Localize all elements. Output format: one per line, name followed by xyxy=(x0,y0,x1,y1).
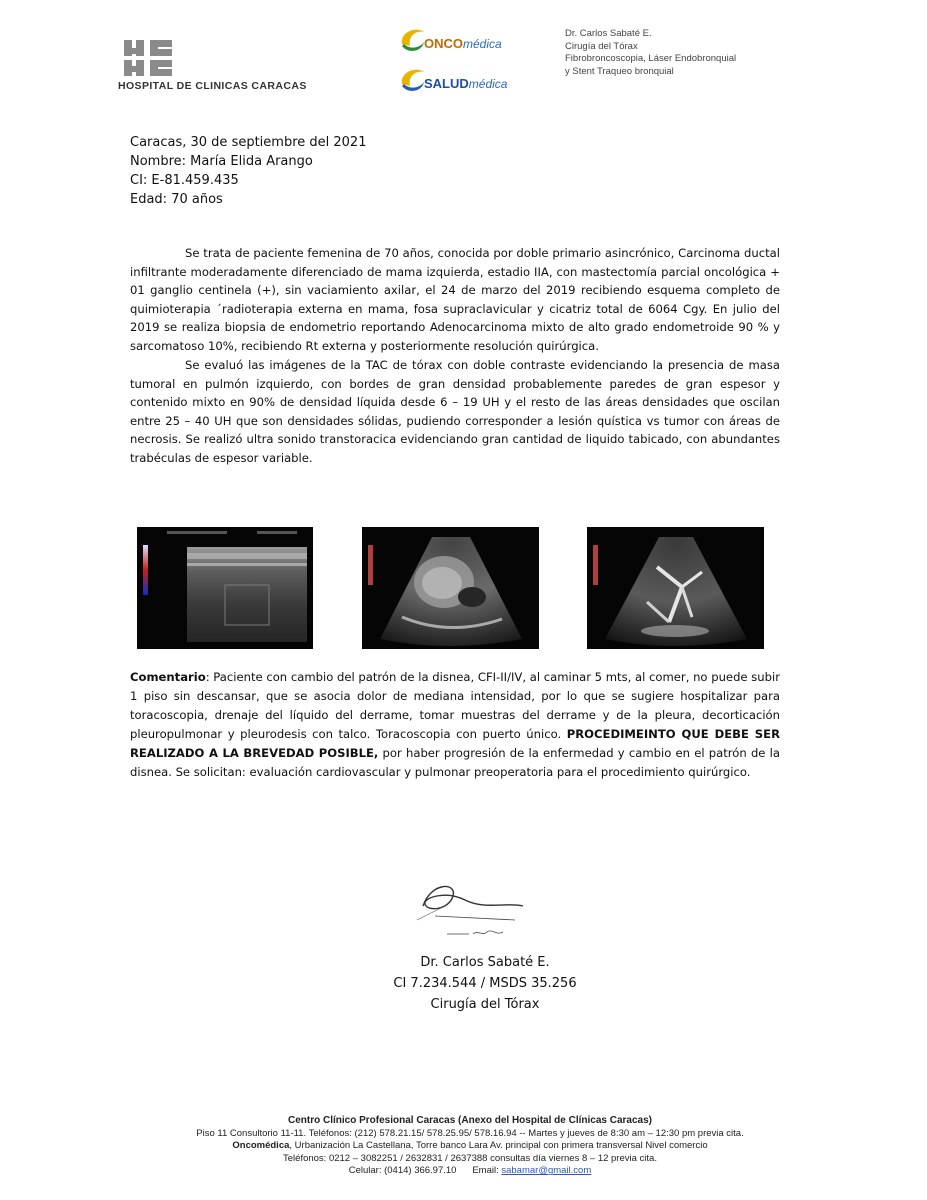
hospital-logo xyxy=(118,38,328,94)
comment-paragraph xyxy=(130,668,780,782)
hospital-name: HOSPITAL DE CLINICAS CARACAS xyxy=(118,80,307,92)
comment-text-2: por haber progresión de la enfermedad y cambio en el patrón de la disnea. Se solicitan: evaluación cardiovascular y pulmonar preoperatoria para el procedimiento quirúrgico. xyxy=(130,746,780,779)
footer-address-line: Piso 11 Consultorio 11-11. Teléfonos: (212) 578.21.15/ 578.25.95/ 578.16.94 -- Martes y jueves de 8:30 am – 12:30 pm previa cita. xyxy=(196,1127,744,1139)
doctor-header-line: Cirugía del Tórax xyxy=(565,40,638,52)
footer-title: Centro Clínico Profesional Caracas (Anexo del Hospital de Clínicas Caracas) xyxy=(288,1115,652,1126)
comment-label: Comentario xyxy=(130,670,206,684)
footer-oncomedica-address: , Urbanización La Castellana, Torre banco Lara Av. principal con primera transversal Nivel comercio xyxy=(289,1140,708,1152)
saludmedica-tail: médica xyxy=(468,77,508,91)
comment-text-1: : Paciente con cambio del patrón de la disnea, CFI-II/IV, al caminar 5 mts, al comer, no puede subir 1 piso sin descansar, que se asocia dolor de mediana intensidad, por lo que se sugiere hospitalizar para toracoscopia, drenaje del líquido del derrame, tomar muestras del derrame y de la pleura, decorticación pleuropulmonar y pleurodesis con talco. Toracoscopia con puerto único. xyxy=(130,670,780,741)
doctor-header-line: Fibrobroncoscopia, Láser Endobronquial xyxy=(565,53,737,64)
ultrasound-image-3 xyxy=(587,527,764,649)
ultrasound-image-1 xyxy=(137,527,313,649)
signer-specialty: Cirugía del Tórax xyxy=(430,997,540,1012)
doctor-header-line: Dr. Carlos Sabaté E. xyxy=(565,28,652,39)
signature-block xyxy=(360,952,610,1015)
page-footer xyxy=(120,1115,820,1178)
footer-cell: Celular: (0414) 366.97.10 xyxy=(348,1165,457,1177)
ultrasound-image-2 xyxy=(362,527,539,649)
oncomedica-lead: ONCO xyxy=(424,36,463,51)
clinical-history-paragraph: Se trata de paciente femenina de 70 años, conocida por doble primario asincrónico, Carcinoma ductal infiltrante moderadamente diferenciado de mama izquierda, estadio IIA, con mastectomía parcial oncológica + 01 ganglio centinela (+), sin vaciamiento axilar, el 24 de marzo del 2019 recibiendo esquema completo de quimioterapia ´radioterapia externa en mama, fosa supraclavicular y cicatriz total de 6064 Cgy. En julio del 2019 se realiza biopsia de endometrio reportando Adenocarcinoma mixto de alto grado endometroide 90 % y sarcomatoso 10%, recibiendo Rt externa y posteriormente resolución quirúrgica. xyxy=(130,246,780,353)
comment-urgent-text: PROCEDIMEINTO QUE DEBE SER REALIZADO A LA BREVEDAD POSIBLE, xyxy=(130,727,780,760)
letter-date: Caracas, 30 de septiembre del 2021 xyxy=(130,135,367,150)
patient-info xyxy=(130,133,366,209)
patient-name: Nombre: María Elida Arango xyxy=(130,154,313,169)
footer-oncomedica-name: Oncomédica xyxy=(232,1140,290,1152)
footer-email-link[interactable]: sabamar@gmail.com xyxy=(501,1165,592,1177)
patient-ci: CI: E-81.459.435 xyxy=(130,173,239,188)
oncomedica-logo xyxy=(398,24,518,56)
signer-name: Dr. Carlos Sabaté E. xyxy=(420,955,550,970)
imaging-findings-paragraph: Se evaluó las imágenes de la TAC de tórax con doble contraste evidenciando la presencia de masa tumoral en pulmón izquierdo, con bordes de gran densidad probablemente paredes de gran espesor y contenido mixto en 90% de densidad líquida desde 6 – 19 UH y el resto de las áreas densidades que oscilan entre 25 – 40 UH que son densidades sólidas, pudiendo corresponder a lesión quística vs tumor con áreas de necrosis. Se realizó ultra sonido transtoracica evidenciando gran cantidad de liquido tabicado, con abundantes trabéculas de espesor variable. xyxy=(130,358,780,465)
doctor-header-line: y Stent Traqueo bronquial xyxy=(565,65,674,77)
doctor-header xyxy=(565,28,736,78)
footer-email-label: Email: xyxy=(472,1165,499,1177)
saludmedica-lead: SALUD xyxy=(424,76,469,91)
footer-contact-line xyxy=(120,1165,820,1178)
footer-phones-line: Teléfonos: 0212 – 3082251 / 2632831 / 2637388 consultas día viernes 8 – 12 previa cita. xyxy=(283,1152,657,1164)
saludmedica-logo xyxy=(398,64,518,96)
signer-ids: CI 7.234.544 / MSDS 35.256 xyxy=(393,976,577,991)
footer-oncomedica-line xyxy=(120,1140,820,1153)
signature-stroke-icon xyxy=(405,876,535,946)
handwritten-signature xyxy=(405,876,535,946)
hcc-logo-mark-icon xyxy=(122,38,176,78)
oncomedica-tail: médica xyxy=(463,37,502,51)
patient-age: Edad: 70 años xyxy=(130,192,223,207)
